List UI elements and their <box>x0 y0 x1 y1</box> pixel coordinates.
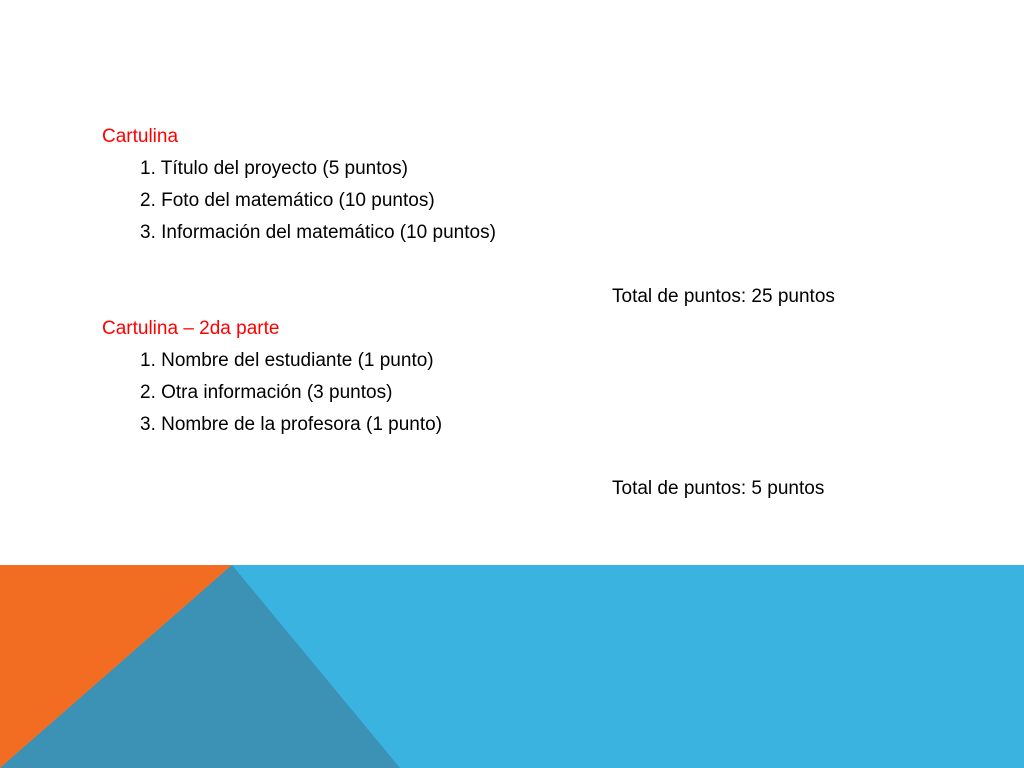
section-heading: Cartulina – 2da parte <box>102 318 280 339</box>
list-item: 2. Otra información (3 puntos) <box>140 382 393 403</box>
decorative-footer <box>0 565 1024 768</box>
section-total: Total de puntos: 5 puntos <box>612 478 825 499</box>
list-item: 1. Nombre del estudiante (1 punto) <box>140 350 434 371</box>
spacer <box>102 249 982 281</box>
slide-body <box>102 121 982 505</box>
list-item: 2. Foto del matemático (10 puntos) <box>140 190 435 211</box>
section-heading: Cartulina <box>102 126 179 147</box>
list-item: 3. Información del matemático (10 puntos) <box>140 222 496 243</box>
spacer <box>102 441 982 473</box>
section-total: Total de puntos: 25 puntos <box>612 286 835 307</box>
list-item: 1. Título del proyecto (5 puntos) <box>140 158 408 179</box>
list-item: 3. Nombre de la profesora (1 punto) <box>140 414 443 435</box>
